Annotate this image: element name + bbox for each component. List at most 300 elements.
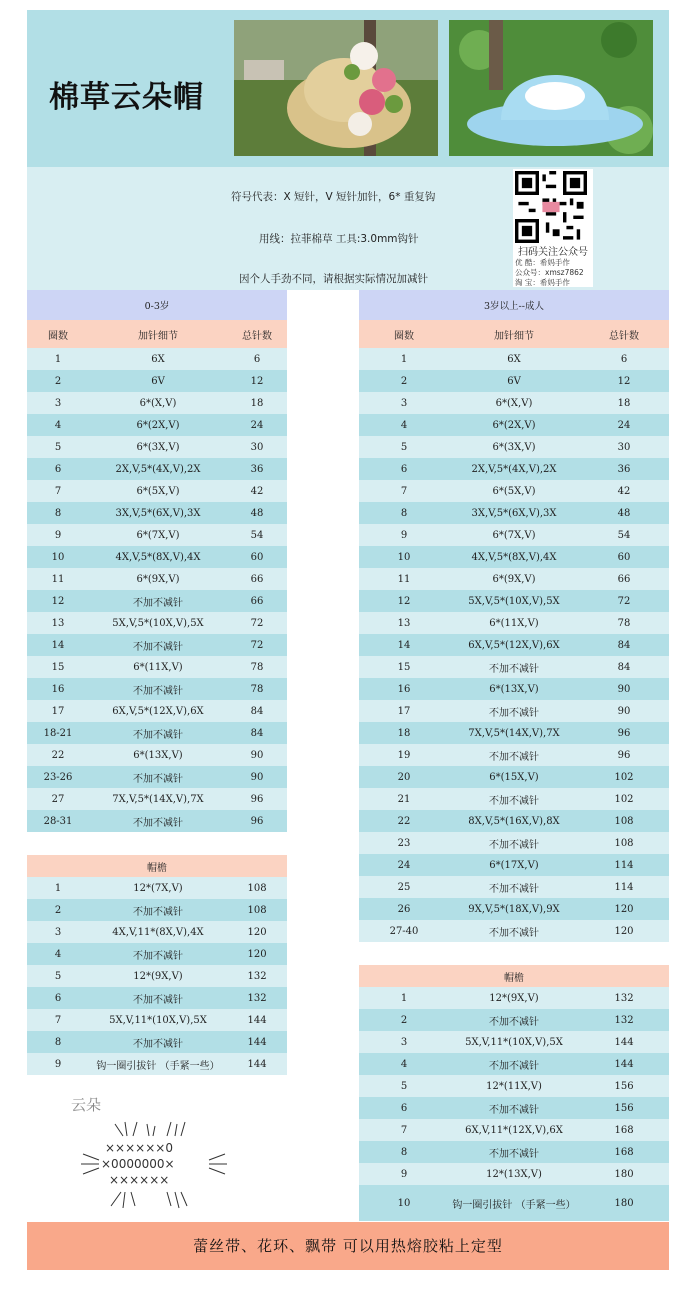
total-cell: 144 [227,1031,287,1053]
total-cell: 48 [579,502,669,524]
table-row [359,1163,669,1185]
total-cell: 78 [227,656,287,678]
round-cell: 24 [359,854,449,876]
table-row [359,744,669,766]
round-cell: 5 [27,436,89,458]
brim-header-row [27,855,287,877]
round-cell: 23-26 [27,766,89,788]
detail-cell: 不加不减针 [89,722,227,744]
round-cell: 9 [359,524,449,546]
round-cell: 2 [27,370,89,392]
detail-cell: 5X,V,11*(10X,V),5X [89,1009,227,1031]
round-cell: 22 [359,810,449,832]
total-cell: 156 [579,1097,669,1119]
detail-cell: 6*(17X,V) [449,854,579,876]
table-row [359,898,669,920]
materials-line: 用线：拉菲棉草 工具:3.0mm钩针 [259,233,419,245]
table-3-adult [359,290,669,942]
detail-cell: 6*(X,V) [449,392,579,414]
blue-hat-illustration [449,20,653,156]
total-cell: 96 [227,810,287,832]
table-row [359,656,669,678]
round-cell: 3 [359,1031,449,1053]
total-cell: 132 [579,987,669,1009]
table-row [359,722,669,744]
round-cell: 16 [359,678,449,700]
detail-cell: 12*(7X,V) [89,877,227,899]
round-cell: 10 [27,546,89,568]
total-cell: 168 [579,1141,669,1163]
round-cell: 3 [359,392,449,414]
round-cell: 27-40 [359,920,449,942]
total-cell: 120 [227,921,287,943]
table-row [27,458,287,480]
total-cell: 78 [227,678,287,700]
detail-cell: 不加不减针 [449,920,579,942]
round-cell: 26 [359,898,449,920]
table-row [359,480,669,502]
round-cell: 1 [27,348,89,370]
detail-cell: 6X,V,11*(12X,V),6X [449,1119,579,1141]
detail-cell: 不加不减针 [89,1031,227,1053]
table-0-3 [27,290,287,832]
straw-hat-illustration [234,20,438,156]
table-row [359,876,669,898]
qr-taobao: 淘 宝：希妈手作 [515,278,570,287]
total-cell: 30 [579,436,669,458]
round-cell: 9 [27,1053,89,1075]
total-cell: 132 [579,1009,669,1031]
table-row [359,524,669,546]
round-cell: 21 [359,788,449,810]
detail-cell: 不加不减针 [449,1097,579,1119]
total-cell: 84 [227,700,287,722]
straw-hat-photo [234,20,438,156]
table-row [359,1141,669,1163]
detail-cell: 不加不减针 [89,810,227,832]
footer-note: 蕾丝带、花环、飘带 可以用热熔胶粘上定型 [27,1222,669,1270]
total-cell: 96 [579,722,669,744]
detail-cell: 6*(11X,V) [449,612,579,634]
table-row [359,634,669,656]
total-cell: 156 [579,1075,669,1097]
detail-cell: 6*(15X,V) [449,766,579,788]
table-row [359,1097,669,1119]
total-cell: 36 [227,458,287,480]
round-cell: 6 [27,458,89,480]
total-cell: 72 [227,634,287,656]
detail-cell: 12*(11X,V) [449,1075,579,1097]
total-cell: 12 [227,370,287,392]
detail-cell: 不加不减针 [89,678,227,700]
detail-cell: 不加不减针 [449,788,579,810]
total-cell: 24 [579,414,669,436]
detail-cell: 4X,V,5*(8X,V),4X [449,546,579,568]
table-row [359,436,669,458]
round-cell: 12 [27,590,89,612]
table-row [27,568,287,590]
table-row [359,348,669,370]
round-cell: 8 [27,1031,89,1053]
qr-caption: 扫码关注公众号 [518,247,588,258]
detail-cell: 4X,V,11*(8X,V),4X [89,921,227,943]
round-cell: 3 [27,921,89,943]
detail-cell: 6*(13X,V) [89,744,227,766]
table-row [359,1031,669,1053]
total-cell: 108 [227,899,287,921]
blue-hat-photo [449,20,653,156]
round-cell: 15 [359,656,449,678]
round-cell: 22 [27,744,89,766]
total-cell: 90 [227,766,287,788]
table-row [27,788,287,810]
cloud-row-middle: ×0000000× [101,1157,175,1171]
table-row [359,370,669,392]
table-row [27,965,287,987]
tension-note: 因个人手劲不同，请根据实际情况加减针 [239,273,428,285]
total-cell: 72 [227,612,287,634]
round-cell: 4 [359,1053,449,1075]
round-cell: 14 [359,634,449,656]
table-row [359,612,669,634]
table-row [27,877,287,899]
detail-cell: 6V [449,370,579,392]
detail-cell: 2X,V,5*(4X,V),2X [89,458,227,480]
table-row [359,788,669,810]
total-cell: 96 [579,744,669,766]
round-cell: 5 [359,1075,449,1097]
table-row [27,722,287,744]
detail-cell: 6X [449,348,579,370]
cloud-row-bottom: ×××××× [109,1173,170,1187]
table-row [27,414,287,436]
pattern-sheet [27,10,669,1272]
detail-cell: 6X,V,5*(12X,V),6X [89,700,227,722]
table-row [359,854,669,876]
total-cell: 6 [227,348,287,370]
table-row [27,678,287,700]
table-row [27,899,287,921]
total-cell: 54 [579,524,669,546]
detail-cell: 不加不减针 [89,943,227,965]
info-panel [27,167,669,290]
detail-cell: 12*(13X,V) [449,1163,579,1185]
round-cell: 13 [359,612,449,634]
round-cell: 11 [359,568,449,590]
table-row [27,943,287,965]
total-cell: 114 [579,854,669,876]
detail-cell: 2X,V,5*(4X,V),2X [449,458,579,480]
round-cell: 16 [27,678,89,700]
table-row [27,590,287,612]
round-cell: 5 [359,436,449,458]
total-cell: 144 [227,1053,287,1075]
round-cell: 8 [27,502,89,524]
round-cell: 28-31 [27,810,89,832]
round-cell: 18 [359,722,449,744]
cloud-label: 云朵 [71,1096,102,1114]
detail-cell: 12*(9X,V) [89,965,227,987]
table-row [359,920,669,942]
detail-cell: 3X,V,5*(6X,V),3X [449,502,579,524]
round-cell: 11 [27,568,89,590]
table-row [27,656,287,678]
column-header-row [359,320,669,348]
detail-cell: 3X,V,5*(6X,V),3X [89,502,227,524]
total-cell: 84 [227,722,287,744]
table-row [27,634,287,656]
total-cell: 144 [579,1053,669,1075]
table-row [359,502,669,524]
header-banner [27,10,669,167]
round-cell: 7 [27,1009,89,1031]
detail-cell: 不加不减针 [89,634,227,656]
qr-wechat-id: 公众号：xmsz7862 [515,268,584,277]
total-cell: 120 [227,943,287,965]
detail-cell: 不加不减针 [89,766,227,788]
table-row [27,612,287,634]
total-cell: 66 [227,590,287,612]
table-row [359,1009,669,1031]
total-cell: 42 [579,480,669,502]
col-round: 圈数 [359,320,449,348]
total-cell: 120 [579,898,669,920]
detail-cell: 6V [89,370,227,392]
detail-cell: 不加不减针 [449,700,579,722]
detail-cell: 不加不减针 [449,876,579,898]
round-cell: 17 [27,700,89,722]
round-cell: 4 [27,943,89,965]
col-total: 总针数 [227,320,287,348]
detail-cell: 6*(5X,V) [449,480,579,502]
round-cell: 7 [359,1119,449,1141]
round-cell: 15 [27,656,89,678]
total-cell: 114 [579,876,669,898]
total-cell: 66 [579,568,669,590]
table-row [27,480,287,502]
table-row [359,987,669,1009]
detail-cell: 6*(5X,V) [89,480,227,502]
total-cell: 180 [579,1185,669,1221]
table-row [27,810,287,832]
total-cell: 60 [579,546,669,568]
detail-cell: 6*(3X,V) [89,436,227,458]
cloud-diagram [27,1076,287,1222]
detail-cell: 6*(11X,V) [89,656,227,678]
round-cell: 20 [359,766,449,788]
total-cell: 48 [227,502,287,524]
round-cell: 8 [359,502,449,524]
detail-cell: 不加不减针 [89,987,227,1009]
round-cell: 6 [359,1097,449,1119]
page-title: 棉草云朵帽 [49,80,204,115]
brim-title: 帽檐 [27,855,287,877]
total-cell: 78 [579,612,669,634]
table-row [359,700,669,722]
col-total: 总针数 [579,320,669,348]
qr-code-icon [515,171,587,243]
round-cell: 3 [27,392,89,414]
round-cell: 6 [359,458,449,480]
total-cell: 30 [227,436,287,458]
table-row [27,502,287,524]
table-0-3-brim [27,855,287,1075]
table-row [359,1053,669,1075]
total-cell: 180 [579,1163,669,1185]
total-cell: 108 [579,832,669,854]
detail-cell: 7X,V,5*(14X,V),7X [449,722,579,744]
detail-cell: 不加不减针 [449,656,579,678]
table-row [359,414,669,436]
table-row [27,1031,287,1053]
table-row [359,590,669,612]
detail-cell: 6*(3X,V) [449,436,579,458]
total-cell: 84 [579,634,669,656]
table-row [27,766,287,788]
detail-cell: 6*(X,V) [89,392,227,414]
total-cell: 90 [579,678,669,700]
brim-title: 帽檐 [359,965,669,987]
detail-cell: 7X,V,5*(14X,V),7X [89,788,227,810]
detail-cell: 不加不减针 [89,590,227,612]
section-header-row [27,290,287,320]
detail-cell: 6*(9X,V) [449,568,579,590]
table-row [27,546,287,568]
total-cell: 120 [579,920,669,942]
table-3-adult-brim [359,965,669,1221]
brim-header-row [359,965,669,987]
detail-cell: 不加不减针 [449,832,579,854]
total-cell: 132 [227,987,287,1009]
total-cell: 72 [579,590,669,612]
round-cell: 4 [27,414,89,436]
total-cell: 84 [579,656,669,678]
detail-cell: 不加不减针 [89,899,227,921]
round-cell: 1 [359,348,449,370]
round-cell: 9 [359,1163,449,1185]
round-cell: 27 [27,788,89,810]
round-cell: 2 [359,1009,449,1031]
total-cell: 96 [227,788,287,810]
round-cell: 19 [359,744,449,766]
total-cell: 18 [227,392,287,414]
section-title: 0-3岁 [27,290,287,320]
round-cell: 17 [359,700,449,722]
total-cell: 108 [227,877,287,899]
table-row [359,678,669,700]
total-cell: 102 [579,766,669,788]
section-title: 3岁以上--成人 [359,290,669,320]
total-cell: 18 [579,392,669,414]
table-row [359,1075,669,1097]
detail-cell: 6*(7X,V) [449,524,579,546]
total-cell: 144 [579,1031,669,1053]
detail-cell: 钩一圈引拔针 （手紧一些） [449,1185,579,1221]
round-cell: 13 [27,612,89,634]
detail-cell: 5X,V,5*(10X,V),5X [449,590,579,612]
table-row [359,832,669,854]
detail-cell: 钩一圈引拔针 （手紧一些） [89,1053,227,1075]
total-cell: 144 [227,1009,287,1031]
total-cell: 12 [579,370,669,392]
round-cell: 10 [359,546,449,568]
round-cell: 7 [27,480,89,502]
section-header-row [359,290,669,320]
detail-cell: 6X [89,348,227,370]
detail-cell: 6*(9X,V) [89,568,227,590]
round-cell: 9 [27,524,89,546]
detail-cell: 12*(9X,V) [449,987,579,1009]
table-row [359,766,669,788]
table-row [27,1009,287,1031]
round-cell: 6 [27,987,89,1009]
table-row [359,568,669,590]
table-row [27,392,287,414]
round-cell: 1 [27,877,89,899]
table-row [27,524,287,546]
round-cell: 1 [359,987,449,1009]
round-cell: 25 [359,876,449,898]
round-cell: 23 [359,832,449,854]
cloud-row-top: ××××××0 [105,1141,173,1155]
total-cell: 66 [227,568,287,590]
col-detail: 加针细节 [89,320,227,348]
total-cell: 36 [579,458,669,480]
total-cell: 24 [227,414,287,436]
total-cell: 6 [579,348,669,370]
detail-cell: 5X,V,11*(10X,V),5X [449,1031,579,1053]
detail-cell: 4X,V,5*(8X,V),4X [89,546,227,568]
column-header-row [27,320,287,348]
table-row [359,458,669,480]
detail-cell: 5X,V,5*(10X,V),5X [89,612,227,634]
detail-cell: 不加不减针 [449,1141,579,1163]
table-row [27,436,287,458]
total-cell: 54 [227,524,287,546]
round-cell: 18-21 [27,722,89,744]
table-row [27,370,287,392]
round-cell: 2 [359,370,449,392]
table-row [27,744,287,766]
total-cell: 132 [227,965,287,987]
detail-cell: 不加不减针 [449,1053,579,1075]
table-row [27,987,287,1009]
detail-cell: 6*(13X,V) [449,678,579,700]
col-detail: 加针细节 [449,320,579,348]
table-row [359,546,669,568]
total-cell: 90 [579,700,669,722]
round-cell: 7 [359,480,449,502]
table-row [359,1119,669,1141]
table-row [27,348,287,370]
total-cell: 42 [227,480,287,502]
table-row [359,1185,669,1221]
qr-card [513,169,593,287]
total-cell: 168 [579,1119,669,1141]
table-row [27,700,287,722]
table-row [27,921,287,943]
detail-cell: 6*(2X,V) [449,414,579,436]
round-cell: 4 [359,414,449,436]
total-cell: 108 [579,810,669,832]
table-row [27,1053,287,1075]
detail-cell: 不加不减针 [449,744,579,766]
round-cell: 5 [27,965,89,987]
total-cell: 60 [227,546,287,568]
round-cell: 8 [359,1141,449,1163]
detail-cell: 不加不减针 [449,1009,579,1031]
table-row [359,392,669,414]
